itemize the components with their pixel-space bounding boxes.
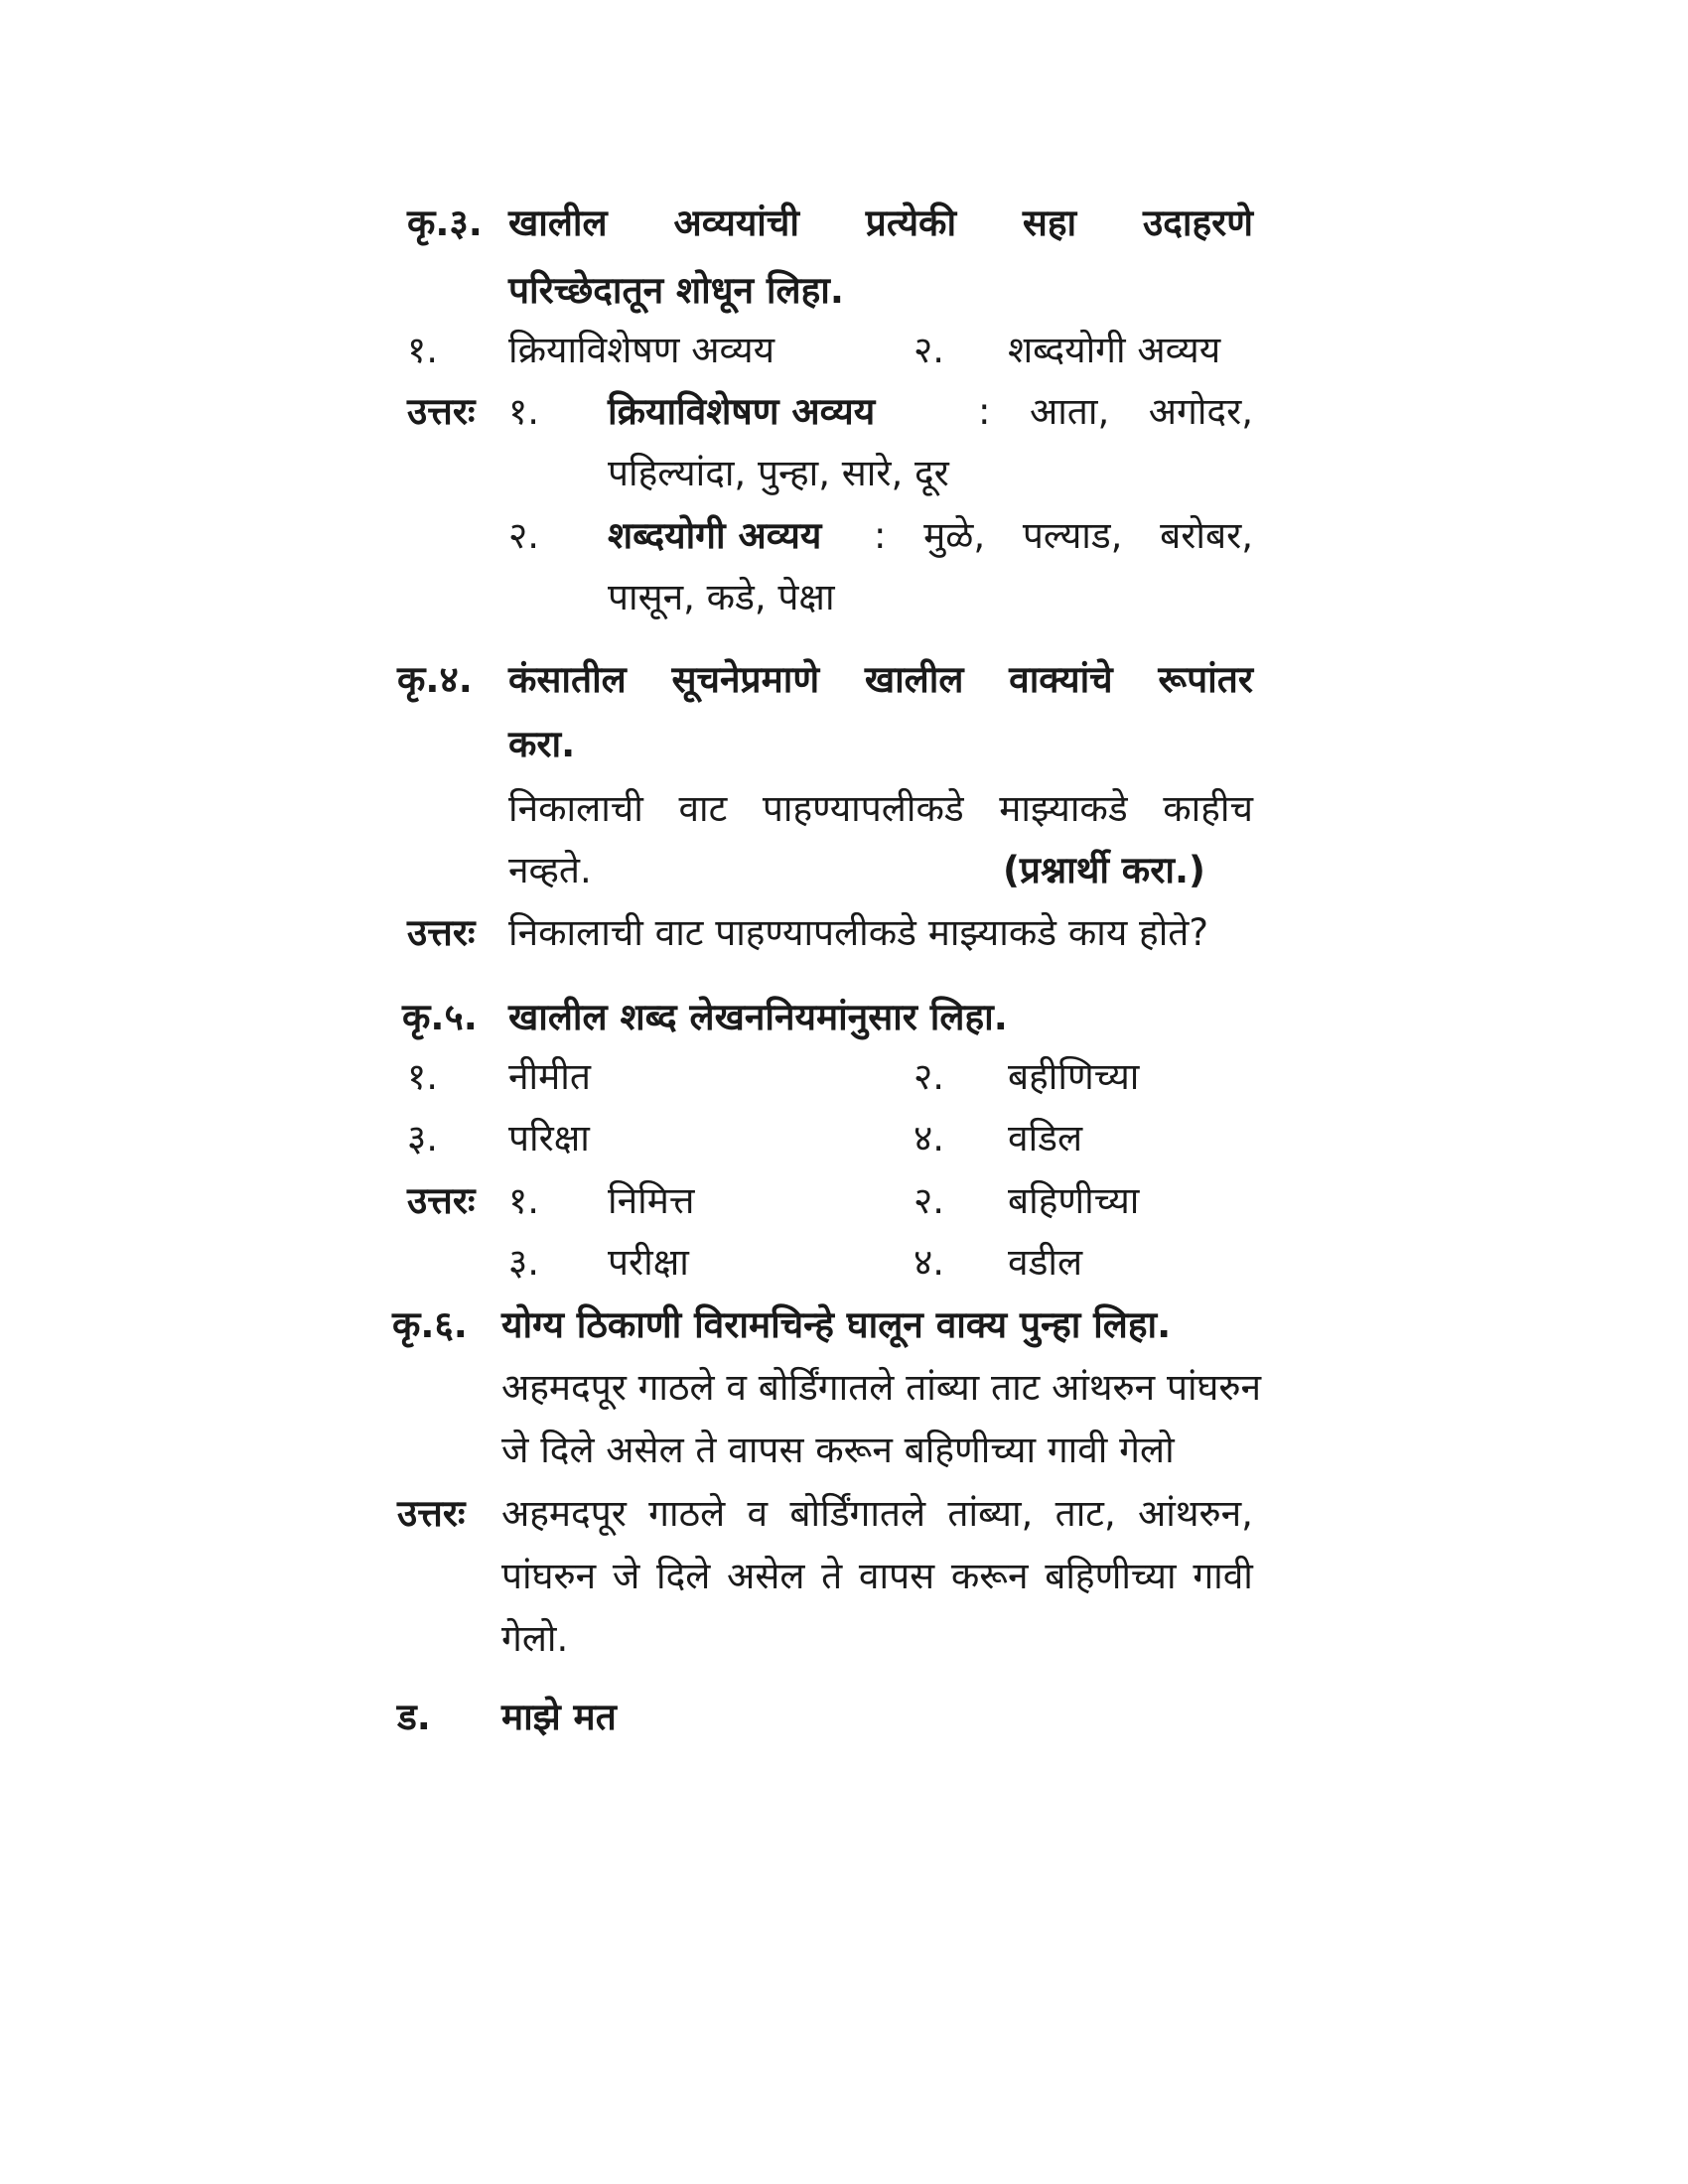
word: वाक्यांचे <box>1009 658 1113 701</box>
word: आता, <box>1029 390 1110 433</box>
q5-answer-3: परीक्षा <box>608 1241 689 1284</box>
word: अहमदपूर <box>501 1492 627 1535</box>
word: अगोदर, <box>1148 390 1253 433</box>
q3-option-1: क्रियाविशेषण अव्यय <box>508 329 775 371</box>
word: करून <box>950 1555 1029 1597</box>
q4-instruction: (प्रश्नार्थी करा.) <box>1003 849 1205 891</box>
word: ते <box>821 1555 843 1597</box>
q5-answer-1-number: १. <box>508 1179 540 1222</box>
q4-answer: निकालाची वाट पाहण्यापलीकडे माझ्याकडे काय होते? <box>508 911 1209 954</box>
word: उदाहरणे <box>1142 202 1253 244</box>
q5-answer-2: बहिणीच्या <box>1008 1179 1140 1222</box>
word: वाट <box>678 787 728 830</box>
word: बरोबर, <box>1160 514 1253 557</box>
q3-answer-2-heading: शब्दयोगी अव्यय <box>608 514 822 557</box>
q5-answer-3-number: ३. <box>508 1241 540 1284</box>
word: निकालाची <box>508 787 643 830</box>
q3-option-2: शब्दयोगी अव्यय <box>1008 329 1221 371</box>
word: गावी <box>1193 1555 1253 1597</box>
word: काहीच <box>1163 787 1253 830</box>
q6-title: योग्य ठिकाणी विरामचिन्हे घालून वाक्य पुन्हा लिहा. <box>501 1303 1172 1346</box>
q5-word-3: परिक्षा <box>508 1117 590 1160</box>
q3-answer-1-line2: पहिल्यांदा, पुन्हा, सारे, दूर <box>608 452 949 494</box>
word: बहिणीच्या <box>1045 1555 1177 1597</box>
q5-word-1-number: १. <box>407 1055 439 1098</box>
word: पांघरुन <box>501 1555 597 1597</box>
word: कंसातील <box>508 658 627 701</box>
q5-answer-label: उत्तरः <box>407 1179 476 1222</box>
q3-answer-1-number: १. <box>508 390 540 433</box>
word: : <box>978 390 991 433</box>
word: अव्ययांची <box>673 202 799 244</box>
q3-option-2-number: २. <box>914 329 945 371</box>
section-d-label: ड. <box>397 1696 431 1738</box>
q4-sentence-line1 <box>508 784 1253 834</box>
q5-title: खालील शब्द लेखननियमांनुसार लिहा. <box>508 996 1008 1038</box>
q6-sentence-line2: जे दिले असेल ते वापस करून बहिणीच्या गावी गेलो <box>501 1429 1175 1471</box>
word: : <box>874 514 887 557</box>
q6-number: कृ.६. <box>392 1303 468 1346</box>
word: ताट, <box>1055 1492 1116 1535</box>
q5-word-2-number: २. <box>914 1055 945 1098</box>
q3-answer-label: उत्तरः <box>407 390 476 433</box>
word: खालील <box>864 658 964 701</box>
word: दिले <box>656 1555 711 1597</box>
q3-number: कृ.३. <box>407 202 483 244</box>
q5-word-1: नीमीत <box>508 1055 591 1098</box>
q6-answer-line3: गेलो. <box>501 1617 569 1660</box>
q5-answer-4: वडील <box>1008 1241 1083 1284</box>
q3-answer-2-line1 <box>874 511 1253 561</box>
q5-answer-4-number: ४. <box>914 1241 945 1284</box>
q6-answer-line1 <box>501 1489 1253 1539</box>
q3-answer-1-line1 <box>978 387 1253 437</box>
word: माझ्याकडे <box>999 787 1128 830</box>
word: वापस <box>858 1555 935 1597</box>
word: मुळे, <box>923 514 986 557</box>
q3-title-line2: परिच्छेदातून शोधून लिहा. <box>508 269 844 312</box>
word: खालील <box>508 202 608 244</box>
word: प्रत्येकी <box>865 202 957 244</box>
word: गाठले <box>648 1492 726 1535</box>
q3-title-line1 <box>508 199 1253 248</box>
q5-word-2: बहीणिच्या <box>1008 1055 1140 1098</box>
word: बोर्डिंगातले <box>789 1492 926 1535</box>
q3-answer-2-number: २. <box>508 514 540 557</box>
word: पाहण्यापलीकडे <box>762 787 964 830</box>
q4-title-line1 <box>508 655 1253 705</box>
section-d-title: माझे मत <box>501 1696 617 1738</box>
q5-word-4: वडिल <box>1008 1117 1083 1160</box>
q3-answer-2-line2: पासून, कडे, पेक्षा <box>608 576 835 618</box>
q4-answer-label: उत्तरः <box>407 911 476 954</box>
q3-answer-1-heading: क्रियाविशेषण अव्यय <box>608 390 876 433</box>
q6-sentence-line1: अहमदपूर गाठले व बोर्डिंगातले तांब्या ताट आंथरुन पांघरुन <box>501 1366 1262 1409</box>
q6-answer-label: उत्तरः <box>397 1492 466 1535</box>
word: तांब्या, <box>947 1492 1034 1535</box>
word: सहा <box>1022 202 1077 244</box>
q4-title-line2: करा. <box>508 723 576 765</box>
q3-option-1-number: १. <box>407 329 439 371</box>
q5-word-4-number: ४. <box>914 1117 945 1160</box>
q5-number: कृ.५. <box>402 996 478 1038</box>
q5-answer-2-number: २. <box>914 1179 945 1222</box>
word: असेल <box>727 1555 805 1597</box>
q5-word-3-number: ३. <box>407 1117 439 1160</box>
q6-answer-line2 <box>501 1552 1253 1601</box>
word: व <box>747 1492 769 1535</box>
q5-answer-1: निमित्त <box>608 1179 695 1222</box>
word: आंथरुन, <box>1138 1492 1253 1535</box>
word: जे <box>612 1555 640 1597</box>
word: रूपांतर <box>1158 658 1253 701</box>
q4-sentence-line2: नव्हते. <box>508 849 592 891</box>
q4-number: कृ.४. <box>397 658 473 701</box>
word: पल्याड, <box>1022 514 1123 557</box>
word: सूचनेप्रमाणे <box>671 658 820 701</box>
